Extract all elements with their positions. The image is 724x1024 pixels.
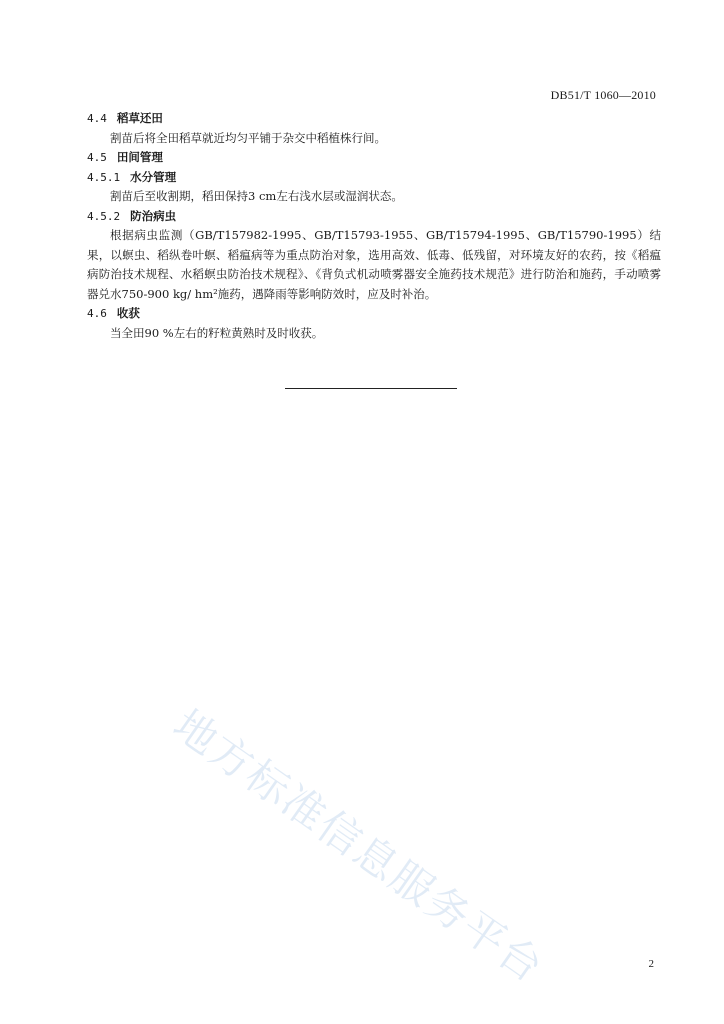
section-title: 田间管理: [116, 150, 163, 164]
section-number: 4.6: [87, 307, 107, 320]
section-title: 收获: [116, 306, 140, 320]
document-code: DB51/T 1060—2010: [550, 88, 656, 102]
section-title: 防治病虫: [130, 208, 177, 223]
section-number: 4.4: [87, 112, 107, 125]
section-heading-4-6: [87, 304, 661, 324]
section-number: 4.5.1: [87, 170, 121, 184]
document-body: [87, 109, 661, 343]
section-title: 稻草还田: [116, 111, 163, 125]
section-heading-4-5-1: [87, 168, 661, 188]
section-paragraph: 根据病虫监测（GB/T157982-1995、GB/T15793-1955、GB/T15794-1995、GB/T15790-1995）结果，以螟虫、稻纵卷叶螟、稻瘟病等为重点防治对象，选用高效、低毒、低残留，对环境友好的农药，按《稻瘟病防治技术规程、水稻螟虫防治技术规程》、《背负式机动喷雾器安全施药技术规范》进行防治和施药，手动喷雾器兑水750-900 kg/ hm²施药，遇降雨等影响防效时，应及时补治。: [87, 228, 661, 301]
section-paragraph: 割苗后至收割期，稻田保持3 cm左右浅水层或湿润状态。: [110, 189, 403, 203]
section-paragraph: 当全田90 %左右的籽粒黄熟时及时收获。: [110, 325, 324, 340]
end-rule: [285, 388, 457, 389]
watermark: 地方标准信息服务平台: [164, 699, 554, 993]
section-title: 水分管理: [130, 169, 177, 184]
page-number: 2: [648, 958, 654, 970]
section-number: 4.5.2: [87, 209, 121, 223]
section-heading-4-4: [87, 109, 661, 129]
section-paragraph: 割苗后将全田稻草就近均匀平铺于杂交中稻植株行间。: [110, 130, 386, 145]
section-number: 4.5: [87, 151, 107, 164]
section-heading-4-5-2: [87, 207, 661, 227]
section-heading-4-5: [87, 148, 661, 168]
